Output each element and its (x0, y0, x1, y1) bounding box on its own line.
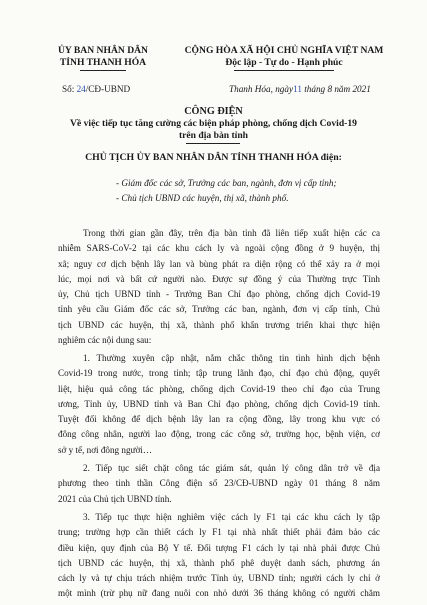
text-line: tỉnh yêu cầu Giám đốc các sở, Trưởng các ban, ngành, đơn vị cấp tỉnh, Chủ (58, 304, 380, 315)
item-1-paragraph (58, 351, 380, 458)
document-type: CÔNG ĐIỆN (184, 106, 243, 117)
text-line: một mình (trừ phụ nữ đang nuôi con nhỏ dưới 36 tháng không có người chăm (58, 588, 380, 599)
text-line: sở y tế, nơi đông người… (58, 444, 152, 455)
text-line: 2. Tiếp tục siết chặt công tác giám sát, quản lý công dân trở về địa (83, 463, 380, 473)
text-line: điều kiện, quy định của Bộ Y tế. Đối tượng F1 cách ly tại nhà phải được Chủ (58, 542, 380, 553)
text-line: tịch UBND các huyện, thị xã, thành phố phê duyệt danh sách, phương án (58, 557, 380, 568)
text-line: Trong thời gian gần đây, trên địa bàn tỉnh đã liên tiếp xuất hiện các ca (83, 228, 380, 238)
text-line: tịch UBND các huyện, thị xã, thành phố khẩn trương triển khai thực hiện (58, 319, 380, 330)
text-line: Tuyệt đối không để dịch bệnh lây lan ra cộng đồng, lây trong khu vực có (58, 414, 380, 425)
recipient-1: - Giám đốc các sở, Trưởng các ban, ngành, đơn vị cấp tỉnh; (116, 178, 337, 188)
number-value: 24 (76, 84, 86, 94)
text-line: cách ly và tự chịu trách nhiệm trước Tỉnh ủy, UBND tỉnh; người cách ly chỉ ở (58, 573, 380, 584)
text-line: ương, Tỉnh ủy, UBND tỉnh và Ban Chỉ đạo phòng, chống dịch Covid-19 tỉnh. (58, 398, 380, 409)
text-line: 1. Thường xuyên cập nhật, nắm chắc thông tin tình hình dịch bệnh (83, 353, 380, 363)
text-line: nhiễm SARS-CoV-2 tại các khu cách ly và ngoài cộng đồng ở 9 huyện, thị (58, 243, 380, 254)
agency-name-line2: TỈNH THANH HÓA (59, 57, 147, 68)
text-line: đông công nhân, người lao động, trong các công sở, trường học, bệnh viện, cơ (58, 429, 380, 440)
subject-line2: trên địa bàn tỉnh (178, 130, 249, 141)
text-line: nghiêm các nội dung sau: (58, 335, 152, 346)
sender-line: CHỦ TỊCH ỦY BAN NHÂN DÂN TỈNH THANH HÓA điện: (85, 152, 342, 163)
agency-underline (80, 70, 126, 71)
subject-underline (186, 143, 240, 144)
subject-line1: Về việc tiếp tục tăng cường các biện pháp phòng, chống dịch Covid-19 (70, 118, 357, 129)
document-number (62, 84, 130, 94)
number-prefix: Số: (62, 84, 75, 94)
national-motto: Độc lập - Tự do - Hạnh phúc (225, 57, 343, 68)
text-line: trung; trường hợp cần thiết cách ly F1 tại nhà nhất thiết phải đảm bảo các (58, 527, 380, 538)
agency-name-line1: ỦY BAN NHÂN DÂN (58, 45, 148, 56)
date-prefix: Thanh Hóa, ngày (229, 84, 294, 94)
item-2-paragraph (58, 461, 380, 507)
text-line: phương theo tinh thần Công điện số 23/CĐ-UBND ngày 01 tháng 8 năm (58, 478, 380, 489)
text-line: 3. Tiếp tục thực hiện nghiêm việc cách ly F1 tại các khu cách ly tập (83, 512, 380, 522)
text-line: liệt, hiệu quả công tác phòng, chống dịch Covid-19 theo chỉ đạo của Trung (58, 383, 380, 394)
document-date (229, 84, 371, 94)
date-day: 11 (293, 84, 302, 94)
country-name: CỘNG HÒA XÃ HỘI CHỦ NGHĨA VIỆT NAM (184, 45, 384, 56)
text-line: xã; nguy cơ dịch bệnh lây lan và bùng phát ra diện rộng có thể xảy ra ở mọi (58, 258, 380, 269)
date-suffix: tháng 8 năm 2021 (304, 84, 371, 94)
intro-paragraph (58, 226, 380, 348)
item-3-paragraph (58, 510, 380, 602)
text-line: Covid-19 trong nước, trong tỉnh; tập trung lãnh đạo, chỉ đạo chủ động, quyết (58, 368, 380, 379)
motto-underline (234, 70, 334, 71)
recipient-2: - Chủ tịch UBND các huyện, thị xã, thành phố. (116, 193, 289, 203)
number-suffix: /CĐ-UBND (85, 84, 131, 94)
text-line: 2021 của Chủ tịch UBND tỉnh. (58, 493, 172, 504)
text-line: ủy, Chủ tịch UBND tỉnh - Trưởng Ban Chỉ đạo phòng, chống dịch Covid-19 (58, 289, 380, 300)
text-line: lúc, mọi nơi và bất cứ người nào. Được sự đồng ý của Thường trực Tỉnh (58, 273, 380, 284)
